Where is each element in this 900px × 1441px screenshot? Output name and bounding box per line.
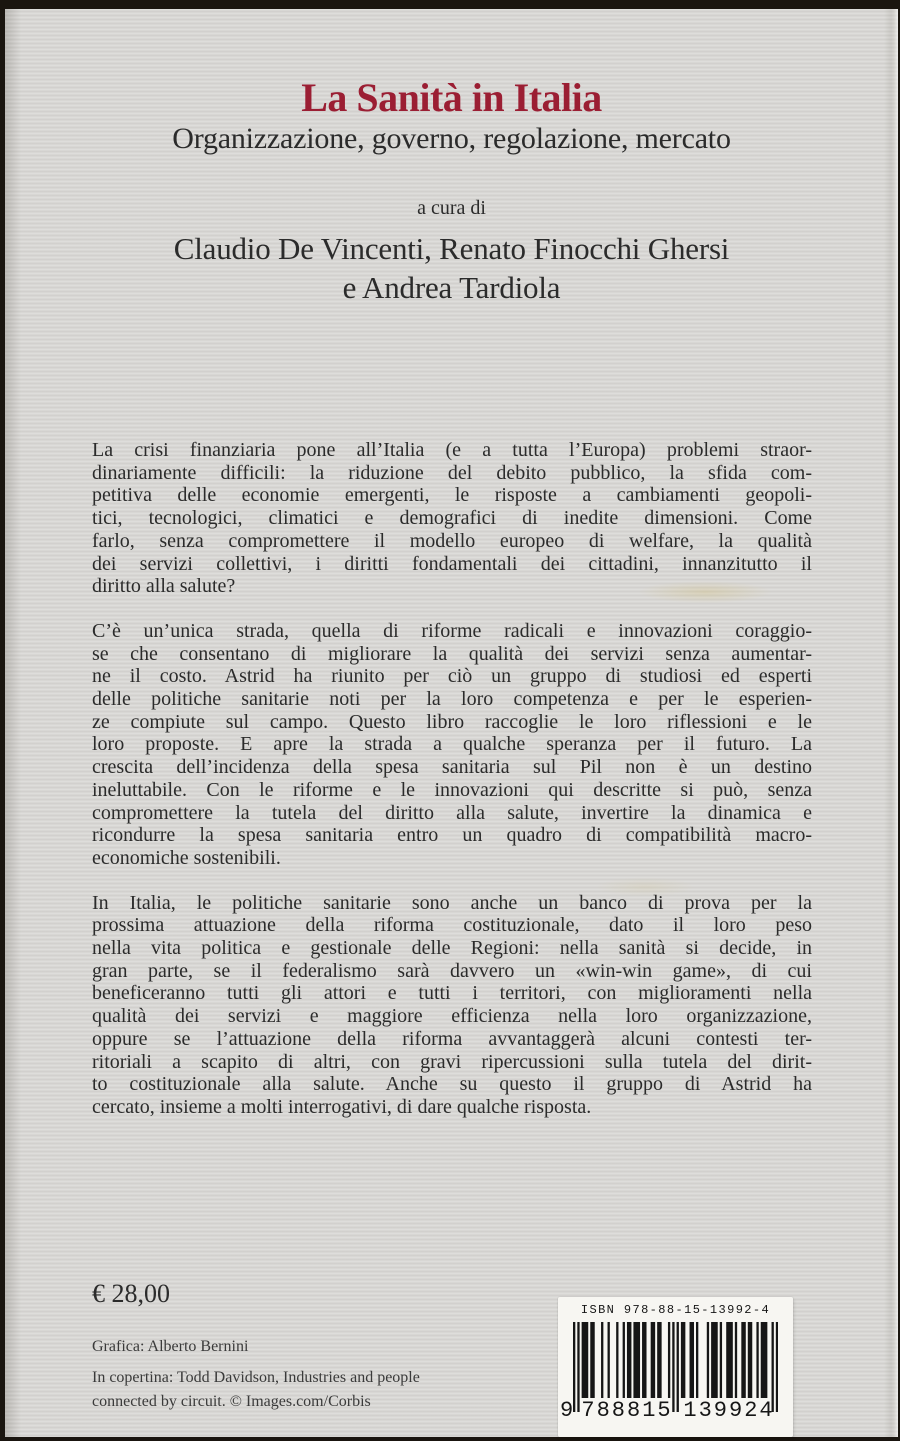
blurb-line: tici, tecnologici, climatici e demografici di inedite dimensioni. Come <box>92 507 812 530</box>
blurb-line: compromettere la tutela del diritto alla salute, invertire la dinamica e <box>92 801 812 824</box>
blurb-paragraph <box>92 439 812 598</box>
edited-by-label: a cura di <box>417 197 486 219</box>
blurb-line: ze compiute sul campo. Questo libro raccoglie le loro riflessioni e le <box>92 710 812 733</box>
blurb-line: crescita dell’incidenza della spesa sanitaria sul Pil non è un destino <box>92 756 812 779</box>
blurb <box>92 439 812 1141</box>
blurb-line: delle politiche sanitarie noti per la loro competenza e per le esperien- <box>92 688 812 711</box>
design-credit: Grafica: Alberto Bernini <box>92 1338 249 1355</box>
blurb-line: ineluttabile. Con le riforme e le innovazioni qui descritte si può, senza <box>92 778 812 801</box>
cover-credit-line-1: In copertina: Todd Davidson, Industries and people <box>92 1369 420 1386</box>
blurb-paragraph <box>92 620 812 870</box>
blurb-line: ne il costo. Astrid ha riunito per ciò un gruppo di studiosi ed esperti <box>92 665 812 688</box>
blurb-line: diritto alla salute? <box>92 575 236 598</box>
blurb-line: C’è un’unica strada, quella di riforme radicali e innovazioni coraggio- <box>92 619 812 642</box>
blurb-line: beneficeranno tutti gli attori e tutti i territori, con miglioramenti nella <box>92 982 812 1005</box>
blurb-line: farlo, senza compromettere il modello europeo di welfare, la qualità <box>92 529 812 552</box>
ean-digit-leading: 9 <box>560 1398 575 1423</box>
editors-block <box>5 229 898 307</box>
blurb-line: se che consentano di migliorare la qualità dei servizi senza aumentar- <box>92 642 812 665</box>
blurb-line: nella vita politica e gestionale delle Regioni: nella sanità si decide, in <box>92 937 812 960</box>
editors-line-1: Claudio De Vincenti, Renato Finocchi Ghersi <box>173 231 730 266</box>
blurb-line: La crisi finanziaria pone all’Italia (e a tutta l’Europa) problemi straor- <box>92 439 812 461</box>
isbn-label: ISBN 978-88-15-13992-4 <box>580 1303 771 1317</box>
blurb-line: qualità dei servizi e maggiore efficienza nella loro organizzazione, <box>92 1005 812 1028</box>
blurb-line: economiche sostenibili. <box>92 846 281 869</box>
blurb-line: prossima attuazione della riforma costituzionale, dato il loro peso <box>92 914 812 937</box>
price: € 28,00 <box>92 1279 170 1308</box>
blurb-line: to costituzionale alla salute. Anche su questo il gruppo di Astrid ha <box>92 1073 812 1096</box>
editors-line-2: e Andrea Tardiola <box>342 270 561 305</box>
blurb-line: ritoriali a scapito di altri, con gravi ripercussioni sulla tutela del dirit- <box>92 1050 812 1073</box>
ean-digits-group-1: 788815 <box>581 1398 673 1423</box>
blurb-line: oppure se l’attuazione della riforma avvantaggerà alcuni contesti ter- <box>92 1027 812 1050</box>
ean-digits-group-2: 139924 <box>683 1398 775 1423</box>
blurb-paragraph <box>92 892 812 1119</box>
blurb-line: dei servizi collettivi, i diritti fondamentali dei cittadini, innanzitutto il <box>92 552 812 575</box>
back-cover-page <box>5 9 898 1437</box>
blurb-line: dinariamente difficili: la riduzione del debito pubblico, la sfida com- <box>92 461 812 484</box>
cover-credit <box>92 1366 420 1414</box>
cover-credit-line-2: connected by circuit. © Images.com/Corbis <box>92 1393 371 1410</box>
isbn-box <box>558 1297 793 1437</box>
blurb-line: petitiva delle economie emergenti, le risposte a cambiamenti geopoli- <box>92 484 812 507</box>
blurb-line: loro proposte. E apre la strada a qualche speranza per il futuro. La <box>92 733 812 756</box>
blurb-line: gran parte, se il federalismo sarà davvero un «win-win game», di cui <box>92 959 812 982</box>
blurb-line: cercato, insieme a molti interrogativi, di dare qualche risposta. <box>92 1095 592 1118</box>
blurb-line: In Italia, le politiche sanitarie sono anche un banco di prova per la <box>92 891 812 914</box>
book-title: La Sanità in Italia <box>301 75 602 120</box>
book-subtitle: Organizzazione, governo, regolazione, mercato <box>172 122 731 155</box>
blurb-line: ricondurre la spesa sanitaria entro un quadro di compatibilità macro- <box>92 824 812 847</box>
